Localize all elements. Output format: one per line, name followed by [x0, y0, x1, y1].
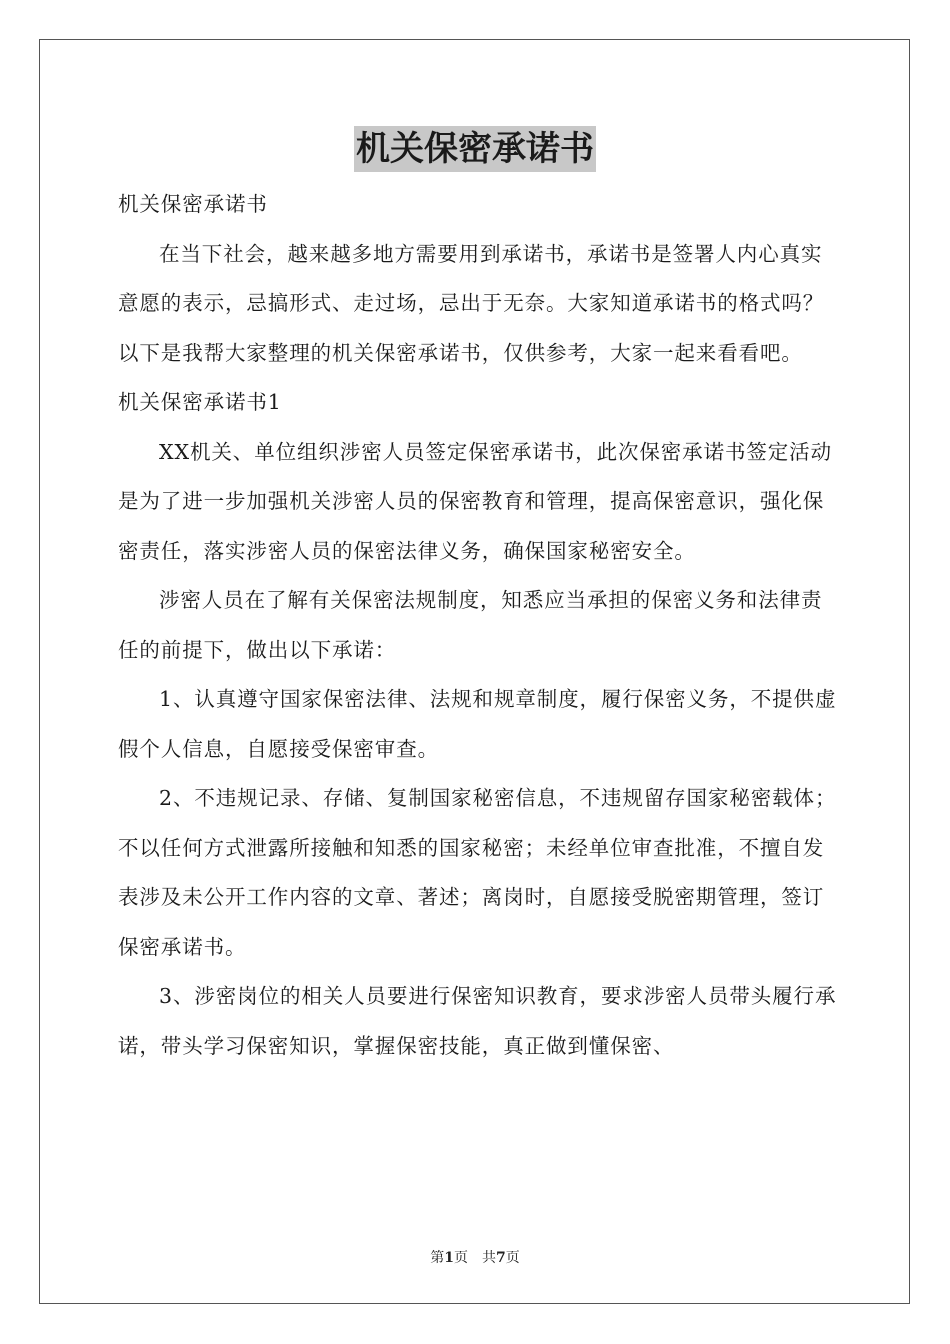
paragraph-purpose: XX机关、单位组织涉密人员签定保密承诺书，此次保密承诺书签定活动是为了进一步加强机关涉密人员的保密教育和管理，提高保密意识，强化保密责任，落实涉密人员的保密法律义务，确保国家秘密安全。 [118, 439, 832, 563]
paragraph-item-1: 1、认真遵守国家保密法律、法规和规章制度，履行保密义务，不提供虚假个人信息，自愿接受保密审查。 [118, 687, 837, 761]
paragraph-section-heading: 机关保密承诺书1 [118, 390, 282, 414]
paragraph-premise: 涉密人员在了解有关保密法规制度，知悉应当承担的保密义务和法律责任的前提下，做出以下承诺： [118, 588, 823, 662]
footer-page-suffix: 页 [454, 1250, 468, 1266]
paragraph-item-3: 3、涉密岗位的相关人员要进行保密知识教育，要求涉密人员带头履行承诺，带头学习保密知识，掌握保密技能，真正做到懂保密、 [118, 984, 837, 1058]
footer-total-prefix: 共 [482, 1250, 496, 1266]
document-body [118, 180, 840, 1071]
footer-page-prefix: 第 [430, 1250, 445, 1266]
document-title: 机关保密承诺书 [354, 126, 596, 172]
footer-page-total: 7 [496, 1250, 506, 1266]
footer-page-current: 1 [444, 1250, 454, 1266]
page-footer [0, 1247, 950, 1267]
footer-total-suffix: 页 [505, 1250, 520, 1266]
paragraph-item-2: 2、不违规记录、存储、复制国家秘密信息，不违规留存国家秘密载体；不以任何方式泄露所接触和知悉的国家秘密；未经单位审查批准，不擅自发表涉及未公开工作内容的文章、著述；离岗时，自愿接受脱密期管理，签订保密承诺书。 [118, 786, 837, 959]
paragraph-subtitle: 机关保密承诺书 [118, 192, 268, 216]
paragraph-intro: 在当下社会，越来越多地方需要用到承诺书，承诺书是签署人内心真实意愿的表示，忌搞形式、走过场，忌出于无奈。大家知道承诺书的格式吗？以下是我帮大家整理的机关保密承诺书，仅供参考，大家一起来看看吧。 [118, 241, 825, 365]
title-container [0, 126, 950, 172]
